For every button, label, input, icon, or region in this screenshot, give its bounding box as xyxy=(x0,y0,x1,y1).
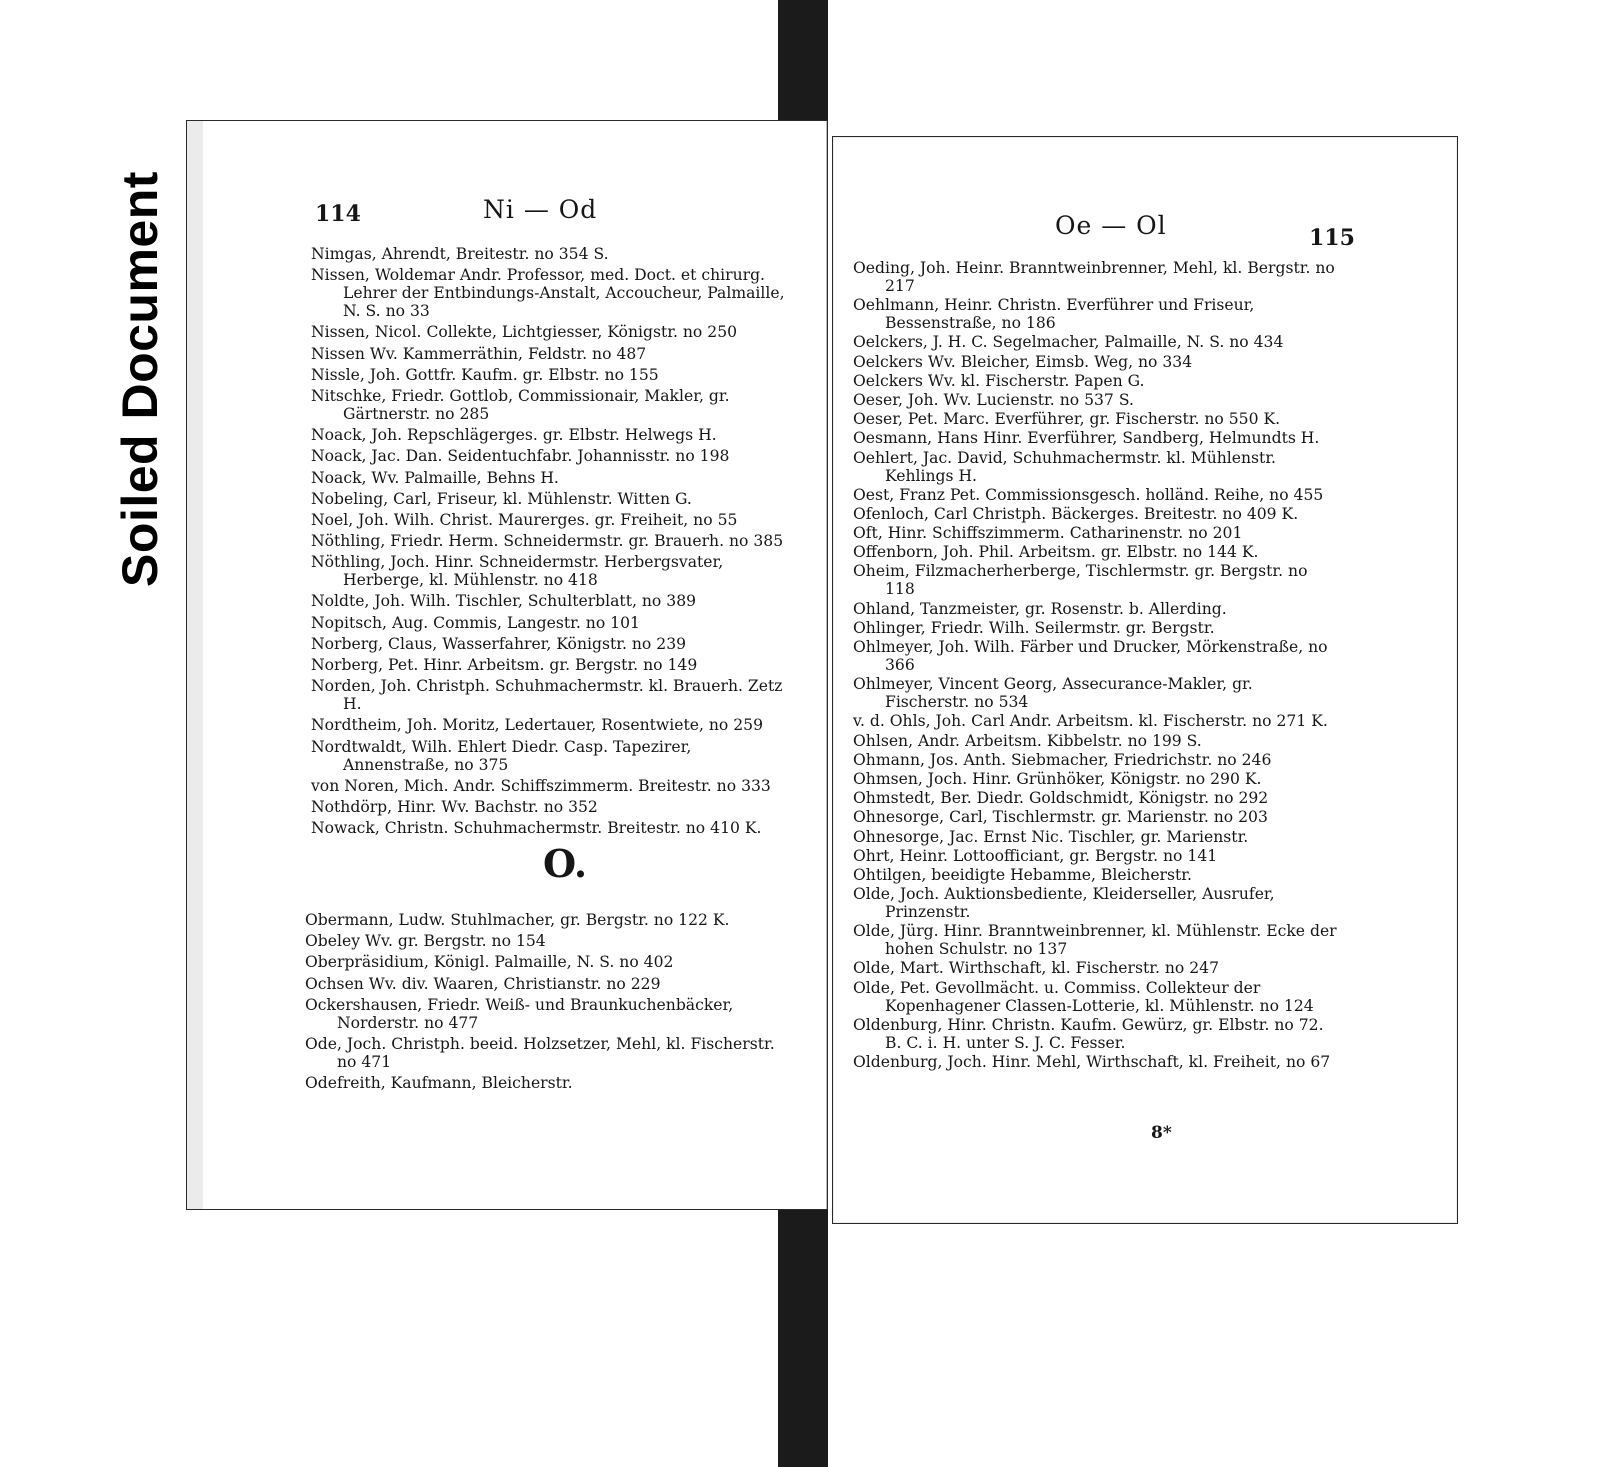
directory-entry: Ohlsen, Andr. Arbeitsm. Kibbelstr. no 199 S. xyxy=(853,731,1202,750)
directory-entry: Ohrt, Heinr. Lottoofficiant, gr. Bergstr. no 141 xyxy=(853,846,1218,865)
directory-entry: Nöthling, Joch. Hinr. Schneidermstr. Herbergsvater, Herberge, kl. Mühlenstr. no 418 xyxy=(311,553,724,590)
entry-list xyxy=(311,245,799,840)
directory-entry: Olde, Pet. Gevollmächt. u. Commiss. Collekteur der Kopenhagener Classen-Lotterie, kl. Mühlenstr. no 124 xyxy=(853,978,1314,1015)
directory-entry: Noack, Jac. Dan. Seidentuchfabr. Johannisstr. no 198 xyxy=(311,447,730,466)
directory-entry: Nimgas, Ahrendt, Breitestr. no 354 S. xyxy=(311,245,609,263)
section-letter: O. xyxy=(543,841,588,886)
directory-entry: Obermann, Ludw. Stuhlmacher, gr. Bergstr. no 122 K. xyxy=(305,911,730,929)
directory-entry: Noack, Wv. Palmaille, Behns H. xyxy=(311,468,559,487)
directory-entry: Oeding, Joh. Heinr. Branntweinbrenner, Mehl, kl. Bergstr. no 217 xyxy=(853,259,1335,295)
directory-entry: Oft, Hinr. Schiffszimmerm. Catharinenstr. no 201 xyxy=(853,524,1243,543)
directory-entry: Nobeling, Carl, Friseur, kl. Mühlenstr. Witten G. xyxy=(311,489,692,508)
directory-entry: Oheim, Filzmacherherberge, Tischlermstr. gr. Bergstr. no 118 xyxy=(853,562,1308,599)
directory-entry: Nordtwaldt, Wilh. Ehlert Diedr. Casp. Tapezirer, Annenstraße, no 375 xyxy=(311,737,692,774)
page-number: 114 xyxy=(315,201,361,227)
directory-entry: Ochsen Wv. div. Waaren, Christianstr. no 229 xyxy=(305,974,661,993)
directory-entry: Olde, Joch. Auktionsbediente, Kleiderseller, Ausrufer, Prinzenstr. xyxy=(853,885,1275,922)
directory-entry: Oelckers, J. H. C. Segelmacher, Palmaille, N. S. no 434 xyxy=(853,333,1284,352)
directory-entry: Nissen, Woldemar Andr. Professor, med. Doct. et chirurg. Lehrer der Entbindungs-Anstalt, Accoucheur, Palmaille, N. S. no 33 xyxy=(311,266,785,321)
directory-entry: Nordtheim, Joh. Moritz, Ledertauer, Rosentwiete, no 259 xyxy=(311,716,764,735)
directory-entry: Noel, Joh. Wilh. Christ. Maurerges. gr. Freiheit, no 55 xyxy=(311,510,738,529)
directory-entry: Odefreith, Kaufmann, Bleicherstr. xyxy=(305,1074,573,1093)
document-label-text: Soiled Document xyxy=(112,171,168,587)
signature-mark: 8* xyxy=(1151,1123,1172,1143)
directory-entry: v. d. Ohls, Joh. Carl Andr. Arbeitsm. kl. Fischerstr. no 271 K. xyxy=(853,712,1328,731)
directory-entry: Ohtilgen, beeidigte Hebamme, Bleicherstr. xyxy=(853,865,1192,884)
directory-entry: Norberg, Pet. Hinr. Arbeitsm. gr. Bergstr. no 149 xyxy=(311,656,698,674)
directory-entry: Nissle, Joh. Gottfr. Kaufm. gr. Elbstr. no 155 xyxy=(311,365,659,384)
directory-entry: Olde, Jürg. Hinr. Branntweinbrenner, kl. Mühlenstr. Ecke der hohen Schulstr. no 137 xyxy=(853,922,1337,959)
directory-entry: Oesmann, Hans Hinr. Everführer, Sandberg, Helmundts H. xyxy=(853,429,1320,448)
directory-entry: Oberpräsidium, Königl. Palmaille, N. S. no 402 xyxy=(305,953,674,972)
directory-entry: Ockershausen, Friedr. Weiß- und Braunkuchenbäcker, Norderstr. no 477 xyxy=(305,995,734,1032)
directory-entry: Nitschke, Friedr. Gottlob, Commissionair, Makler, gr. Gärtnerstr. no 285 xyxy=(311,386,730,423)
directory-entry: Olde, Mart. Wirthschaft, kl. Fischerstr. no 247 xyxy=(853,959,1220,978)
entry-list xyxy=(853,259,1341,1072)
directory-entry: Nopitsch, Aug. Commis, Langestr. no 101 xyxy=(311,613,640,632)
directory-entry: Oeser, Joh. Wv. Lucienstr. no 537 S. xyxy=(853,390,1134,409)
directory-entry: Oelckers Wv. Bleicher, Eimsb. Weg, no 334 xyxy=(853,352,1193,371)
directory-entry: Norberg, Claus, Wasserfahrer, Königstr. no 239 xyxy=(311,634,687,653)
entry-list-o xyxy=(305,911,797,1095)
directory-entry: Nissen, Nicol. Collekte, Lichtgiesser, Königstr. no 250 xyxy=(311,323,738,342)
directory-entry: Ohlmeyer, Joh. Wilh. Färber und Drucker, Mörkenstraße, no 366 xyxy=(853,638,1328,674)
directory-entry: Noldte, Joh. Wilh. Tischler, Schulterblatt, no 389 xyxy=(311,592,697,611)
directory-entry: Nowack, Christn. Schuhmachermstr. Breitestr. no 410 K. xyxy=(311,819,762,838)
directory-entry: Oldenburg, Joch. Hinr. Mehl, Wirthschaft, kl. Freiheit, no 67 xyxy=(853,1053,1331,1071)
directory-entry: Ohlinger, Friedr. Wilh. Seilermstr. gr. Bergstr. xyxy=(853,618,1215,637)
directory-entry: Oehlert, Jac. David, Schuhmachermstr. kl. Mühlenstr. Kehlings H. xyxy=(853,448,1277,485)
directory-entry: Ohnesorge, Jac. Ernst Nic. Tischler, gr. Marienstr. xyxy=(853,827,1249,846)
directory-entry: Offenborn, Joh. Phil. Arbeitsm. gr. Elbstr. no 144 K. xyxy=(853,543,1259,562)
directory-entry: Ohlmeyer, Vincent Georg, Assecurance-Makler, gr. Fischerstr. no 534 xyxy=(853,675,1253,712)
directory-entry: Oldenburg, Hinr. Christn. Kaufm. Gewürz, gr. Elbstr. no 72. B. C. i. H. unter S. J. C. Fesser. xyxy=(853,1015,1324,1052)
directory-entry: Ohland, Tanzmeister, gr. Rosenstr. b. Allerding. xyxy=(853,599,1227,618)
directory-entry: Oelckers Wv. kl. Fischerstr. Papen G. xyxy=(853,371,1145,390)
directory-entry: Oehlmann, Heinr. Christn. Everführer und Friseur, Bessenstraße, no 186 xyxy=(853,296,1255,333)
directory-entry: Ofenloch, Carl Christph. Bäckerges. Breitestr. no 409 K. xyxy=(853,504,1299,523)
directory-entry: Oest, Franz Pet. Commissionsgesch. holländ. Reihe, no 455 xyxy=(853,485,1324,504)
directory-entry: Ohmann, Jos. Anth. Siebmacher, Friedrichstr. no 246 xyxy=(853,750,1272,769)
right-page xyxy=(832,136,1458,1224)
page-header: Oe — Ol xyxy=(1055,211,1167,240)
page-header: Ni — Od xyxy=(483,195,598,224)
directory-entry: Noack, Joh. Repschlägerges. gr. Elbstr. Helwegs H. xyxy=(311,426,717,445)
directory-entry: Nöthling, Friedr. Herm. Schneidermstr. gr. Brauerh. no 385 xyxy=(311,532,784,551)
directory-entry: Nissen Wv. Kammerräthin, Feldstr. no 487 xyxy=(311,344,647,363)
left-page xyxy=(186,120,828,1210)
directory-entry: Ohmsen, Joch. Hinr. Grünhöker, Königstr. no 290 K. xyxy=(853,769,1262,788)
directory-entry: Ohnesorge, Carl, Tischlermstr. gr. Marienstr. no 203 xyxy=(853,808,1268,827)
directory-entry: Nothdörp, Hinr. Wv. Bachstr. no 352 xyxy=(311,797,598,816)
directory-entry: von Noren, Mich. Andr. Schiffszimmerm. Breitestr. no 333 xyxy=(311,776,771,795)
directory-entry: Oeser, Pet. Marc. Everführer, gr. Fischerstr. no 550 K. xyxy=(853,410,1281,429)
directory-entry: Ode, Joch. Christph. beeid. Holzsetzer, Mehl, kl. Fischerstr. no 471 xyxy=(305,1034,775,1071)
directory-entry: Ohmstedt, Ber. Diedr. Goldschmidt, Königstr. no 292 xyxy=(853,789,1269,808)
directory-entry: Norden, Joh. Christph. Schuhmachermstr. kl. Brauerh. Zetz H. xyxy=(311,677,783,714)
page-number: 115 xyxy=(1309,225,1355,251)
directory-entry: Obeley Wv. gr. Bergstr. no 154 xyxy=(305,932,546,951)
